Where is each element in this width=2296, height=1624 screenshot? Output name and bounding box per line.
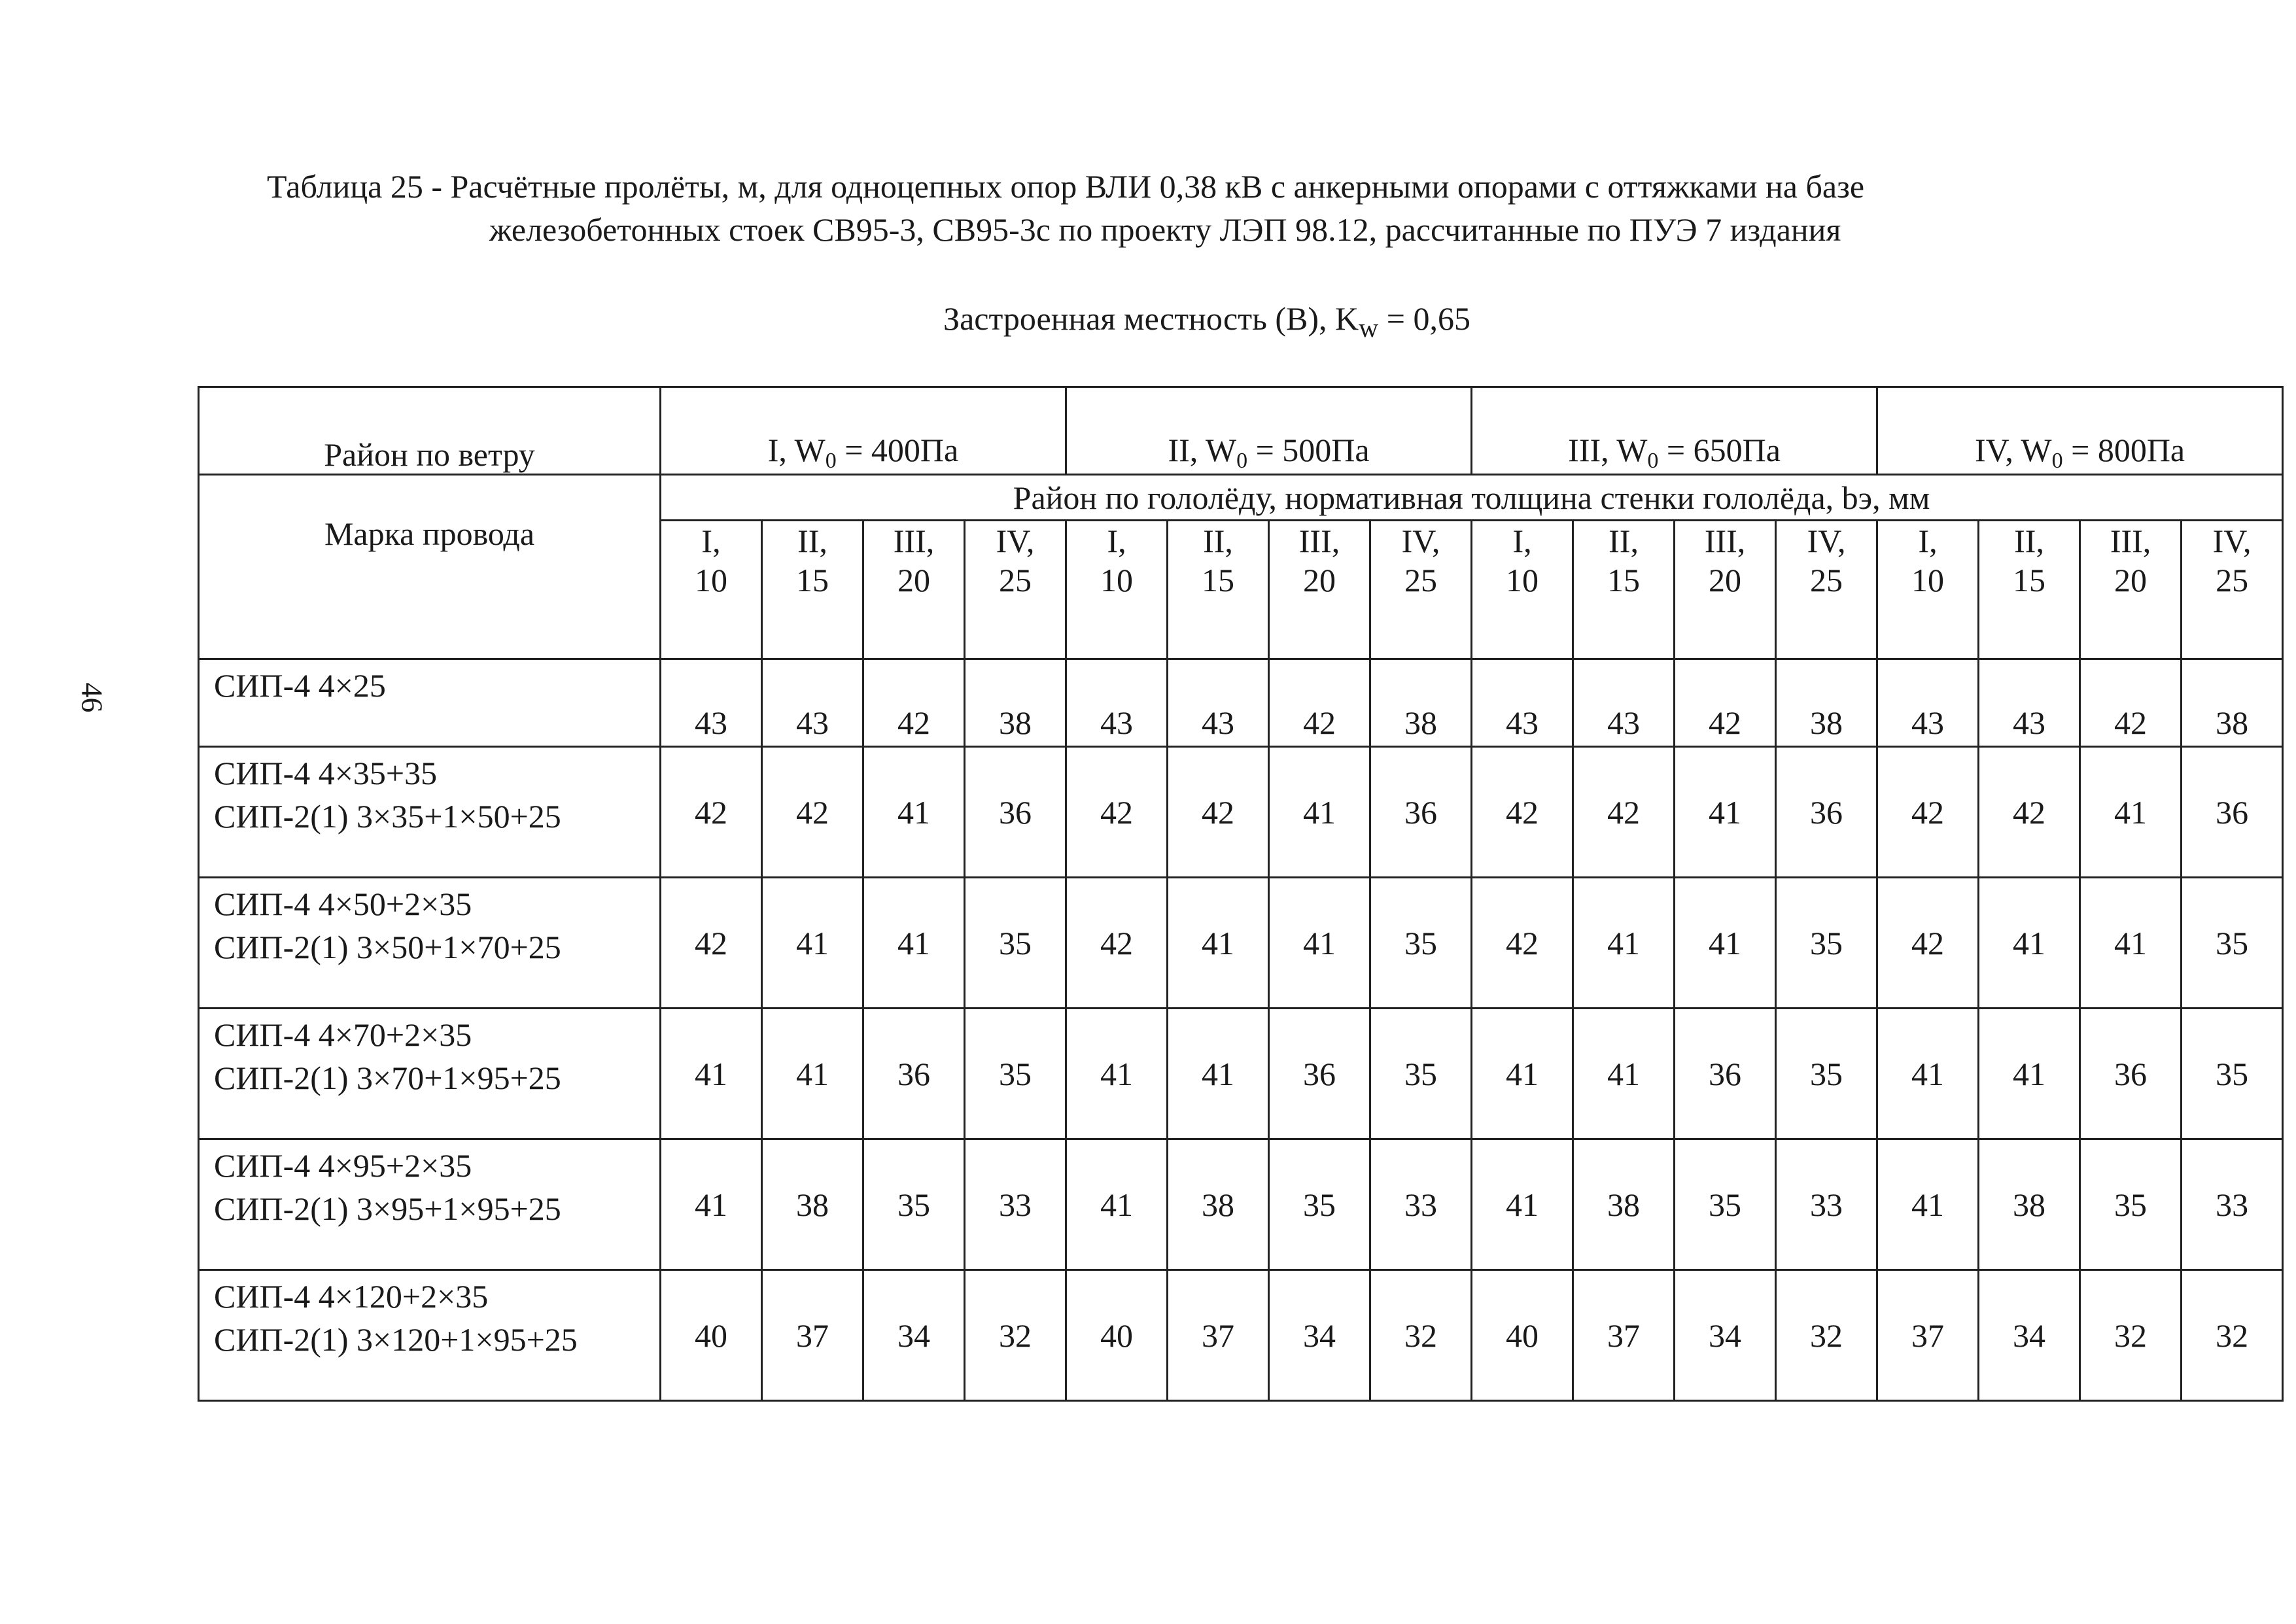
- span-value-cell: 38: [1370, 659, 1472, 747]
- ice-zone-roman: III,: [1704, 523, 1746, 559]
- ice-zone-roman: II,: [1203, 523, 1233, 559]
- span-value-cell: 36: [2182, 747, 2283, 878]
- wind-header: Район по ветру: [199, 387, 661, 475]
- span-value-cell: 35: [1370, 1009, 1472, 1139]
- span-value-cell: 33: [965, 1139, 1066, 1270]
- span-value-cell: 42: [661, 747, 762, 878]
- span-value-cell: 41: [1269, 747, 1370, 878]
- span-value-cell: 42: [1168, 747, 1269, 878]
- span-value-cell: 42: [863, 659, 965, 747]
- span-value-cell: 42: [1573, 747, 1675, 878]
- w0-subscript: 0: [1647, 449, 1659, 473]
- span-value-cell: 37: [1168, 1270, 1269, 1401]
- w0-subscript: 0: [1236, 449, 1248, 473]
- span-value-cell: 36: [1370, 747, 1472, 878]
- ice-zone-roman: IV,: [996, 523, 1035, 559]
- span-value-cell: 41: [1168, 878, 1269, 1009]
- span-value-cell: 35: [1776, 1009, 1877, 1139]
- span-value-cell: 41: [1168, 1009, 1269, 1139]
- span-value-cell: 41: [1472, 1009, 1573, 1139]
- span-value-cell: 36: [863, 1009, 965, 1139]
- span-value-cell: 34: [1269, 1270, 1370, 1401]
- ice-zone-roman: I,: [1107, 523, 1126, 559]
- span-value-cell: 37: [1573, 1270, 1675, 1401]
- span-value-cell: 38: [1979, 1139, 2080, 1270]
- wire-brand-label: СИП-2(1) 3×50+1×70+25: [214, 929, 561, 965]
- span-value-cell: 42: [1066, 747, 1168, 878]
- ice-zone-roman: II,: [797, 523, 827, 559]
- ice-zone-roman: III,: [2110, 523, 2151, 559]
- wind-zone-4: IV, $W_0 = 800Па$: [1877, 387, 2283, 475]
- span-value-cell: 35: [2182, 1009, 2283, 1139]
- ice-zone-cell: [1573, 521, 1675, 659]
- span-value-cell: 35: [1675, 1139, 1776, 1270]
- span-value-cell: 37: [762, 1270, 863, 1401]
- span-value-cell: 43: [1066, 659, 1168, 747]
- span-value-cell: 37: [1877, 1270, 1979, 1401]
- span-value-cell: 35: [1370, 878, 1472, 1009]
- span-value-cell: 43: [1573, 659, 1675, 747]
- span-value-cell: 34: [1675, 1270, 1776, 1401]
- ice-zone-cell: [1066, 521, 1168, 659]
- table-row: [199, 1009, 2283, 1139]
- ice-zone-roman: II,: [1609, 523, 1639, 559]
- ice-zone-roman: III,: [893, 523, 935, 559]
- span-value-cell: 35: [965, 878, 1066, 1009]
- table-row: [199, 747, 2283, 878]
- span-value-cell: 38: [1573, 1139, 1675, 1270]
- ice-zone-cell: [1370, 521, 1472, 659]
- ice-zone-thickness: 25: [999, 562, 1032, 598]
- wire-brand-label: СИП-4 4×25: [214, 667, 386, 704]
- ice-zone-thickness: 10: [695, 562, 727, 598]
- span-value-cell: 41: [1675, 747, 1776, 878]
- wire-brand-cell: [199, 878, 661, 1009]
- w0-subscript: 0: [2051, 449, 2063, 473]
- span-value-cell: 35: [1776, 878, 1877, 1009]
- span-value-cell: 32: [1776, 1270, 1877, 1401]
- span-value-cell: 41: [1066, 1009, 1168, 1139]
- wire-brand-cell: [199, 1270, 661, 1401]
- ice-zone-cell: [1675, 521, 1776, 659]
- span-value-cell: 32: [2080, 1270, 2182, 1401]
- ice-zone-cell: [2182, 521, 2283, 659]
- wire-brand-cell: [199, 659, 661, 747]
- wire-brand-cell: [199, 1139, 661, 1270]
- wire-brand-label: СИП-4 4×70+2×35: [214, 1016, 472, 1053]
- ice-zone-cell: [1776, 521, 1877, 659]
- span-value-cell: 36: [1675, 1009, 1776, 1139]
- caption-line-2: железобетонных стоек СВ95-3, СВ95-3с по проекту ЛЭП 98.12, рассчитанные по ПУЭ 7 издания: [489, 211, 1841, 248]
- span-value-cell: 41: [1979, 878, 2080, 1009]
- span-value-cell: 38: [2182, 659, 2283, 747]
- span-value-cell: 41: [661, 1009, 762, 1139]
- ice-zone-thickness: 10: [1506, 562, 1539, 598]
- span-value-cell: 41: [1472, 1139, 1573, 1270]
- span-value-cell: 33: [1370, 1139, 1472, 1270]
- span-value-cell: 42: [1269, 659, 1370, 747]
- terrain-subtitle-text: Застроенная местность (В), $K_w = 0,65$: [943, 300, 1470, 343]
- span-value-cell: 41: [863, 878, 965, 1009]
- ice-zone-thickness: 20: [2114, 562, 2148, 598]
- span-value-cell: 36: [1269, 1009, 1370, 1139]
- ice-zone-roman: IV,: [1401, 523, 1440, 559]
- span-value-cell: 43: [1877, 659, 1979, 747]
- span-value-cell: 42: [1472, 878, 1573, 1009]
- wire-brand-label: СИП-4 4×95+2×35: [214, 1147, 472, 1184]
- ice-zone-thickness: 20: [897, 562, 930, 598]
- span-value-cell: 41: [1877, 1139, 1979, 1270]
- ice-zone-cell: [1877, 521, 1979, 659]
- span-value-cell: 38: [762, 1139, 863, 1270]
- span-value-cell: 42: [1877, 878, 1979, 1009]
- span-value-cell: 42: [1675, 659, 1776, 747]
- span-value-cell: 38: [965, 659, 1066, 747]
- span-value-cell: 42: [1066, 878, 1168, 1009]
- ice-zone-thickness: 15: [1607, 562, 1641, 598]
- span-value-cell: 41: [2080, 878, 2182, 1009]
- wire-brand-cell: [199, 747, 661, 878]
- ice-zone-thickness: 20: [1709, 562, 1742, 598]
- brand-header: Марка провода: [199, 475, 661, 659]
- wire-brand-label: СИП-2(1) 3×120+1×95+25: [214, 1321, 578, 1358]
- span-value-cell: 35: [2182, 878, 2283, 1009]
- span-value-cell: 42: [762, 747, 863, 878]
- wind-zone-3: III, $W_0 = 650Па$: [1472, 387, 1877, 475]
- page-number: 46: [75, 682, 109, 713]
- ice-zone-cell: [1472, 521, 1573, 659]
- wire-brand-label: СИП-4 4×120+2×35: [214, 1278, 489, 1315]
- ice-zone-cell: [762, 521, 863, 659]
- span-value-cell: 41: [1979, 1009, 2080, 1139]
- ice-zone-thickness: 10: [1911, 562, 1945, 598]
- span-value-cell: 35: [863, 1139, 965, 1270]
- span-value-cell: 41: [762, 878, 863, 1009]
- span-value-cell: 41: [1573, 878, 1675, 1009]
- span-value-cell: 43: [1168, 659, 1269, 747]
- ice-zone-thickness: 25: [1404, 562, 1438, 598]
- ice-zone-thickness: 10: [1100, 562, 1134, 598]
- wire-brand-label: СИП-4 4×35+35: [214, 755, 438, 791]
- span-value-cell: 42: [1472, 747, 1573, 878]
- span-value-cell: 42: [2080, 659, 2182, 747]
- header-row-wind: [199, 387, 2283, 475]
- ice-zone-cell: [863, 521, 965, 659]
- ice-zone-roman: I,: [701, 523, 721, 559]
- span-value-cell: 41: [1269, 878, 1370, 1009]
- ice-zone-cell: [1269, 521, 1370, 659]
- ice-zone-roman: IV,: [1807, 523, 1846, 559]
- table-row: [199, 1270, 2283, 1401]
- span-value-cell: 38: [1168, 1139, 1269, 1270]
- ice-zone-cell: [661, 521, 762, 659]
- span-value-cell: 40: [1472, 1270, 1573, 1401]
- wire-brand-label: СИП-2(1) 3×95+1×95+25: [214, 1190, 561, 1227]
- caption-line-1: Таблица 25 - Расчётные пролёты, м, для одноцепных опор ВЛИ 0,38 кВ с анкерными опорами с оттяжками на базе: [267, 168, 1865, 205]
- span-value-cell: 43: [1472, 659, 1573, 747]
- span-value-cell: 42: [1979, 747, 2080, 878]
- span-value-cell: 35: [2080, 1139, 2182, 1270]
- kw-subscript: w: [1359, 313, 1379, 343]
- span-value-cell: 33: [1776, 1139, 1877, 1270]
- span-value-cell: 35: [965, 1009, 1066, 1139]
- ice-zone-thickness: 15: [1202, 562, 1235, 598]
- ice-header: Район по гололёду, нормативная толщина стенки гололёда, bэ, мм: [661, 475, 2283, 521]
- ice-zone-thickness: 15: [796, 562, 829, 598]
- span-value-cell: 41: [1877, 1009, 1979, 1139]
- table-row: [199, 878, 2283, 1009]
- span-value-cell: 42: [661, 878, 762, 1009]
- span-value-cell: 41: [2080, 747, 2182, 878]
- table-caption: [267, 165, 2164, 251]
- ice-zone-roman: II,: [2014, 523, 2044, 559]
- span-value-cell: 36: [965, 747, 1066, 878]
- span-value-cell: 35: [1269, 1139, 1370, 1270]
- table-row: [199, 659, 2283, 747]
- ice-zone-cell: [965, 521, 1066, 659]
- span-value-cell: 41: [1066, 1139, 1168, 1270]
- span-value-cell: 34: [863, 1270, 965, 1401]
- wind-zone-2: II, $W_0 = 500Па$: [1066, 387, 1472, 475]
- ice-zone-thickness: 15: [2013, 562, 2046, 598]
- span-value-cell: 32: [965, 1270, 1066, 1401]
- span-value-cell: 33: [2182, 1139, 2283, 1270]
- ice-zone-roman: III,: [1298, 523, 1340, 559]
- span-value-cell: 36: [1776, 747, 1877, 878]
- span-value-cell: 41: [762, 1009, 863, 1139]
- ice-zone-roman: I,: [1512, 523, 1532, 559]
- wire-brand-label: СИП-4 4×50+2×35: [214, 886, 472, 922]
- span-value-cell: 41: [863, 747, 965, 878]
- ice-zone-thickness: 20: [1303, 562, 1336, 598]
- w0-subscript: 0: [825, 449, 837, 473]
- wind-zone-1: I, $W_0 = 400Па$: [661, 387, 1066, 475]
- span-value-cell: 41: [1573, 1009, 1675, 1139]
- span-value-cell: 32: [2182, 1270, 2283, 1401]
- span-value-cell: 43: [1979, 659, 2080, 747]
- ice-zone-cell: [1168, 521, 1269, 659]
- span-value-cell: 41: [1675, 878, 1776, 1009]
- ice-zone-thickness: 25: [1810, 562, 1843, 598]
- wire-brand-cell: [199, 1009, 661, 1139]
- span-value-cell: 32: [1370, 1270, 1472, 1401]
- ice-zone-cell: [1979, 521, 2080, 659]
- table-row: [199, 1139, 2283, 1270]
- span-value-cell: 34: [1979, 1270, 2080, 1401]
- span-value-cell: 38: [1776, 659, 1877, 747]
- span-value-cell: 43: [661, 659, 762, 747]
- span-value-cell: 40: [1066, 1270, 1168, 1401]
- spans-table: [198, 386, 2284, 1402]
- span-value-cell: 41: [661, 1139, 762, 1270]
- ice-zone-cell: [2080, 521, 2182, 659]
- terrain-subtitle: [0, 297, 2296, 350]
- span-value-cell: 36: [2080, 1009, 2182, 1139]
- ice-zone-roman: I,: [1918, 523, 1938, 559]
- header-row-ice-title: [199, 475, 2283, 521]
- ice-zone-roman: IV,: [2212, 523, 2252, 559]
- span-value-cell: 43: [762, 659, 863, 747]
- wire-brand-label: СИП-2(1) 3×70+1×95+25: [214, 1060, 561, 1096]
- wire-brand-label: СИП-2(1) 3×35+1×50+25: [214, 798, 561, 835]
- ice-zone-thickness: 25: [2216, 562, 2249, 598]
- span-value-cell: 42: [1877, 747, 1979, 878]
- span-value-cell: 40: [661, 1270, 762, 1401]
